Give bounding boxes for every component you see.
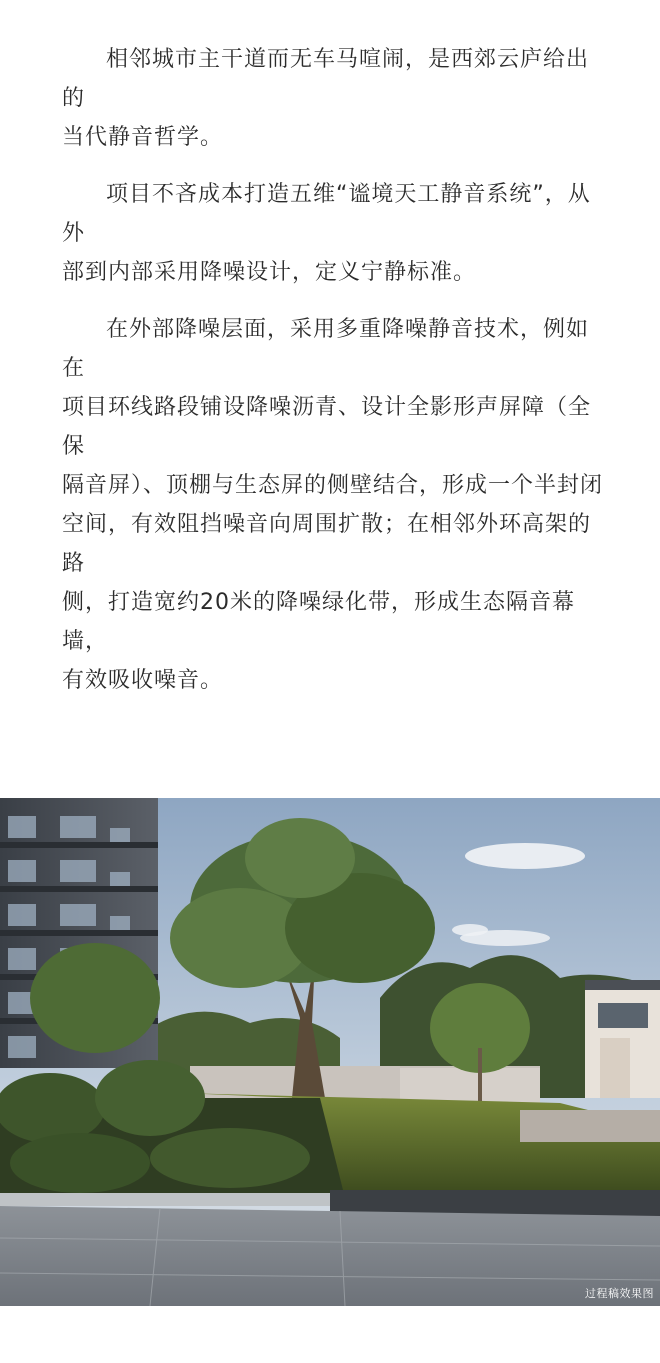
paragraph-line: 隔音屏）、顶棚与生态屏的侧壁结合，形成一个半封闭 bbox=[62, 473, 604, 498]
stone-planter bbox=[520, 1110, 660, 1142]
gravel-border bbox=[0, 1193, 350, 1206]
paragraph-2 bbox=[62, 175, 607, 292]
cloud bbox=[465, 843, 585, 869]
paragraph-1 bbox=[62, 40, 607, 157]
garden-illustration bbox=[0, 798, 660, 1306]
paragraph-line: 部到内部采用降噪设计，定义宁静标准。 bbox=[62, 260, 477, 285]
article-body bbox=[62, 40, 607, 702]
pavement bbox=[0, 1206, 660, 1306]
paragraph-line: 相邻城市主干道而无车马喧闹，是西郊云庐给出的 bbox=[62, 47, 590, 111]
cloud bbox=[452, 924, 488, 936]
paragraph-line: 项目不吝成本打造五维“谧境天工静音系统”，从外 bbox=[62, 182, 591, 246]
paragraph-line: 空间，有效阻挡噪音向周围扩散；在相邻外环高架的路 bbox=[62, 512, 592, 576]
paragraph-line: 侧，打造宽约20米的降噪绿化带，形成生态隔音幕墙， bbox=[62, 590, 575, 654]
paragraph-line: 有效吸收噪音。 bbox=[62, 668, 224, 693]
pavilion-building bbox=[585, 980, 660, 1098]
paragraph-line: 当代静音哲学。 bbox=[62, 125, 224, 150]
rendering-image bbox=[0, 798, 660, 1306]
paragraph-line: 在外部降噪层面，采用多重降噪静音技术，例如在 bbox=[62, 317, 590, 381]
paragraph-line: 项目环线路段铺设降噪沥青、设计全影形声屏障（全保 bbox=[62, 395, 592, 459]
paragraph-3 bbox=[62, 310, 607, 700]
image-caption: 过程稿效果图 bbox=[585, 1287, 654, 1300]
